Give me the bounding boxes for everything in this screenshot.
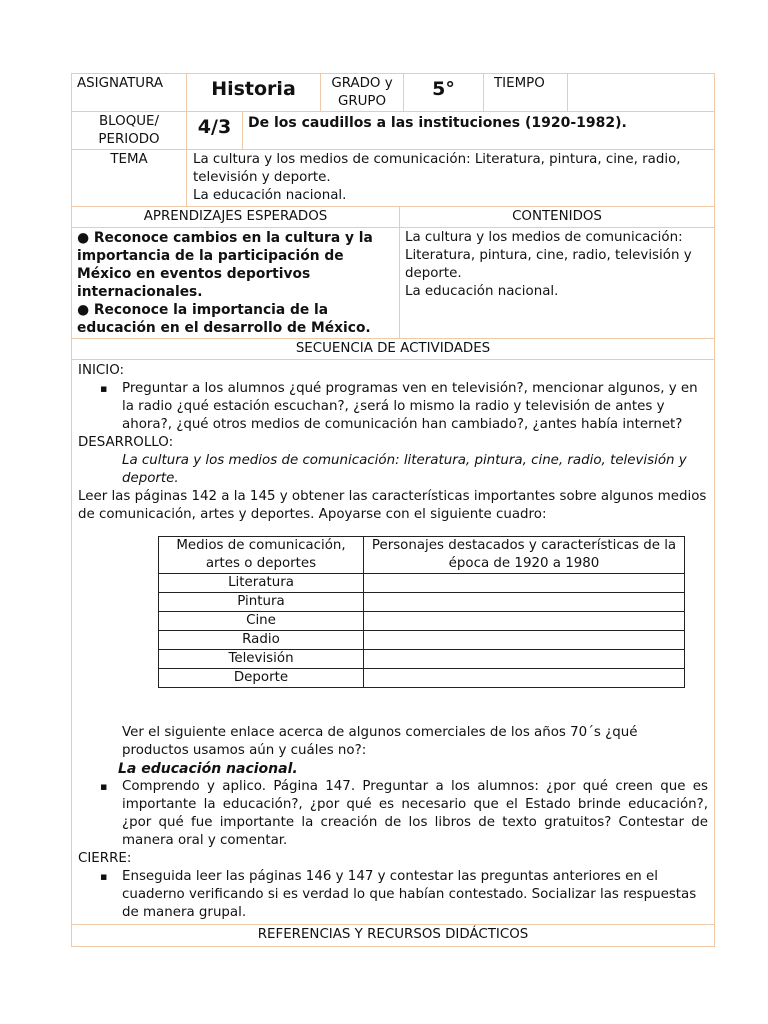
- tiempo-value: [568, 74, 714, 111]
- table-cell-empty: [364, 574, 685, 593]
- educacion-list: [78, 778, 708, 850]
- table-row: [159, 612, 685, 631]
- aprendizajes-content: [72, 228, 400, 338]
- tema-row: [71, 150, 715, 207]
- tema-line-2: La educación nacional.: [193, 188, 347, 203]
- educacion-title: La educación nacional.: [118, 761, 298, 777]
- bloque-number: 4/3: [197, 116, 232, 138]
- table-cell: Televisión: [159, 650, 364, 669]
- table-header-col1: Medios de comunicación, artes o deportes: [159, 537, 364, 574]
- header-row: [71, 73, 715, 112]
- table-header-col2: Personajes destacados y características de la época de 1920 a 1980: [364, 537, 685, 574]
- aprendizaje-item-2: ● Reconoce la importancia de la educación en el desarrollo de México.: [77, 302, 371, 336]
- bloque-row: [71, 112, 715, 150]
- tema-label: TEMA: [72, 150, 187, 206]
- table-cell: Radio: [159, 631, 364, 650]
- table-header-row: [159, 537, 685, 574]
- contenidos-label: CONTENIDOS: [512, 209, 602, 224]
- contenidos-content: [400, 228, 714, 338]
- lesson-plan: [71, 73, 715, 947]
- grade-number: 5°: [432, 78, 455, 100]
- secuencia-header-row: [71, 339, 715, 360]
- desarrollo-text: Leer las páginas 142 a la 145 y obtener las características importantes sobre algunos medios de comunicación, artes y deportes. Apoyarse con el siguiente cuadro:: [78, 489, 707, 522]
- table-cell-empty: [364, 593, 685, 612]
- aprendizajes-label: APRENDIZAJES ESPERADOS: [72, 207, 400, 227]
- tema-content: [187, 150, 714, 206]
- table-row: [159, 650, 685, 669]
- table-cell-empty: [364, 669, 685, 688]
- grado-value: [404, 74, 484, 111]
- tiempo-label: TIEMPO: [484, 74, 568, 111]
- columns-header-row: [71, 207, 715, 228]
- cierre-label: CIERRE:: [78, 851, 132, 866]
- subject-name: Historia: [211, 78, 296, 100]
- table-cell-empty: [364, 631, 685, 650]
- bloque-label: BLOQUE/ PERIODO: [72, 112, 187, 149]
- activities-section: [71, 360, 715, 925]
- media-table: [158, 536, 685, 688]
- inicio-label: INICIO:: [78, 363, 125, 378]
- desarrollo-label: DESARROLLO:: [78, 435, 174, 450]
- table-cell: Pintura: [159, 593, 364, 612]
- table-cell-empty: [364, 650, 685, 669]
- table-cell: Cine: [159, 612, 364, 631]
- contenido-line-2: La educación nacional.: [405, 284, 559, 299]
- tema-line-1: La cultura y los medios de comunicación: Literatura, pintura, cine, radio, televisión y deporte.: [193, 152, 681, 185]
- educacion-item: ▪ Comprendo y aplico. Página 147. Preguntar a los alumnos: ¿por qué creen que es importante la educación?, ¿por qué es necesario que el Estado brinde educación?, ¿por qué fue importante la creación de los libros de texto gratuitos? Contestar de manera oral y comentar.: [100, 778, 708, 850]
- cierre-item: ▪ Enseguida leer las páginas 146 y 147 y contestar las preguntas anteriores en el cuaderno verificando si es verdad lo que habían contestado. Socializar las respuestas de manera grupal.: [100, 868, 708, 922]
- aprendizaje-item-1: ● Reconoce cambios en la cultura y la importancia de la participación de México en eventos deportivos internacionales.: [77, 230, 373, 300]
- enlace-text: Ver el siguiente enlace acerca de algunos comerciales de los años 70´s ¿qué productos usamos aún y cuáles no?:: [122, 725, 638, 758]
- asignatura-label: ASIGNATURA: [72, 74, 187, 111]
- table-cell-empty: [364, 612, 685, 631]
- table-row: [159, 669, 685, 688]
- table-cell: Deporte: [159, 669, 364, 688]
- grado-label: GRADO y GRUPO: [321, 74, 404, 111]
- columns-body-row: [71, 228, 715, 339]
- table-row: [159, 631, 685, 650]
- asignatura-value: [187, 74, 321, 111]
- bloque-value: [187, 112, 243, 149]
- cierre-list: [78, 868, 708, 922]
- desarrollo-subtitle: La cultura y los medios de comunicación: literatura, pintura, cine, radio, televisión y deporte.: [122, 453, 687, 486]
- secuencia-label: SECUENCIA DE ACTIVIDADES: [295, 341, 491, 356]
- table-cell: Literatura: [159, 574, 364, 593]
- table-row: [159, 593, 685, 612]
- contenido-line-1: La cultura y los medios de comunicación: Literatura, pintura, cine, radio, televisión y deporte.: [405, 230, 692, 281]
- inicio-list: [78, 380, 708, 434]
- bloque-title: De los caudillos a las instituciones (1920-1982).: [248, 115, 627, 131]
- referencias-label: REFERENCIAS Y RECURSOS DIDÁCTICOS: [71, 925, 715, 947]
- table-row: [159, 574, 685, 593]
- inicio-item: ▪ Preguntar a los alumnos ¿qué programas ven en televisión?, mencionar algunos, y en la radio ¿qué estación escuchan?, ¿será lo mismo la radio y televisión de antes y ahora?, ¿qué otros medios de comunicación han cambiado?, ¿antes había internet?: [100, 380, 708, 434]
